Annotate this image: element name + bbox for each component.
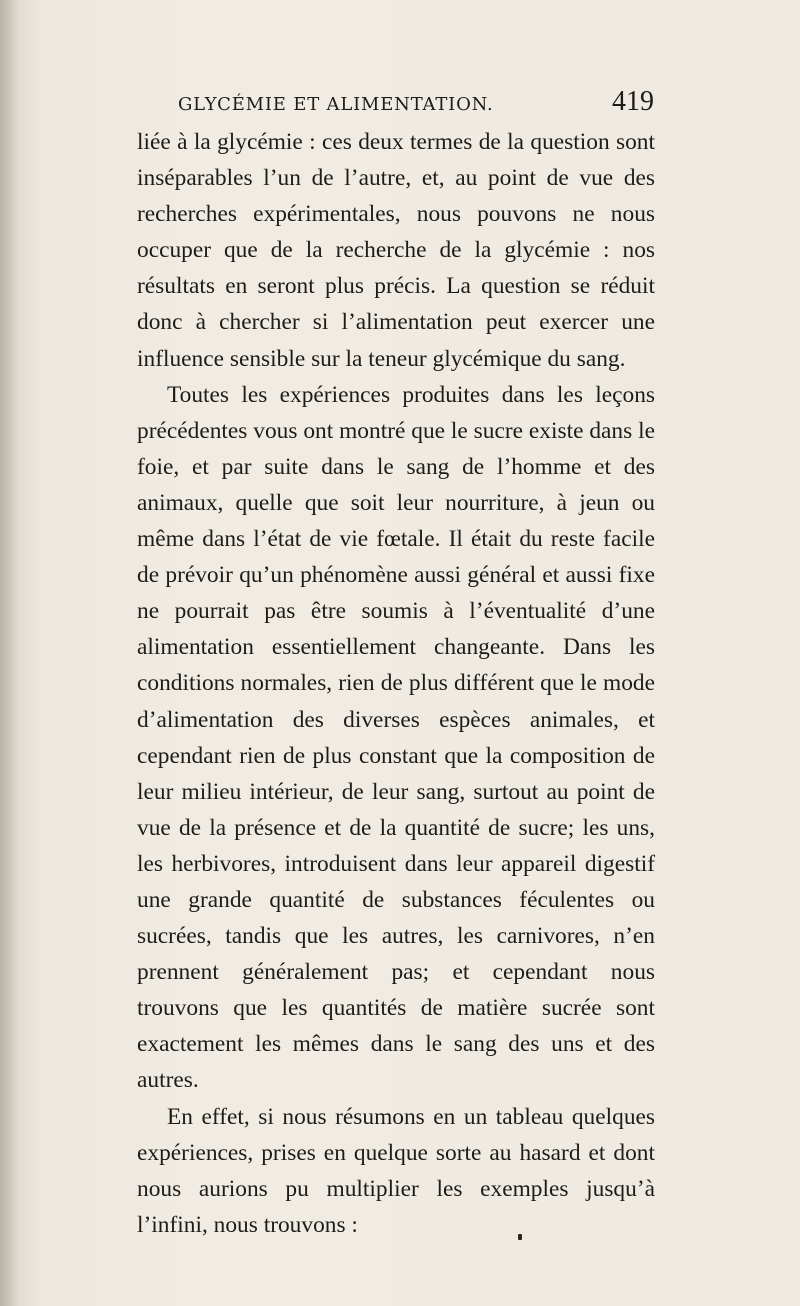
page-number: 419 xyxy=(612,86,654,117)
paragraph-2: Toutes les expériences produites dans les leçons précédentes vous ont montré que le sucre existe dans le foie, et par suite dans le sang de l’homme et des animaux, quelle que soit leur nourriture, à jeun ou même dans l’état de vie fœtale. Il était du reste facile de prévoir qu’un phénomène aussi général et aussi fixe ne pourrait pas être soumis à l’éventualité d’une alimentation essentiellement changeante. Dans les conditions normales, rien de plus différent que le mode d’alimentation des diverses espèces animales, et cependant rien de plus constant que la composition de leur milieu intérieur, de leur sang, surtout au point de vue de la présence et de la quantité de sucre; les uns, les herbivores, introduisent dans leur appareil digestif une grande quantité de substances féculentes ou sucrées, tandis que les autres, les carnivores, n’en prennent généralement pas; et cependant nous trouvons que les quantités de matière sucrée sont exactement les mêmes dans le sang des uns et des autres. xyxy=(137,381,655,1094)
paragraph-3: En effet, si nous résumons en un tableau quelques expériences, prises en quelque sorte au hasard et dont nous aurions pu multiplier les exemples jusqu’à l’infini, nous trouvons : xyxy=(137,1103,655,1238)
body-text xyxy=(137,124,655,1243)
paragraph-1: liée à la glycémie : ces deux termes de la question sont inséparables l’un de l’autre, et, au point de vue des recherches expérimentales, nous pouvons ne nous occuper que de la recherche de la glycémie : nos résultats en seront plus précis. La question se réduit donc à chercher si l’alimentation peut exercer une influence sensible sur la teneur glycémique du sang. xyxy=(137,129,655,372)
page-header xyxy=(134,86,654,116)
page-gutter-shadow xyxy=(0,0,18,1306)
running-title: GLYCÉMIE ET ALIMENTATION. xyxy=(178,94,494,115)
ink-speck xyxy=(518,1234,522,1240)
